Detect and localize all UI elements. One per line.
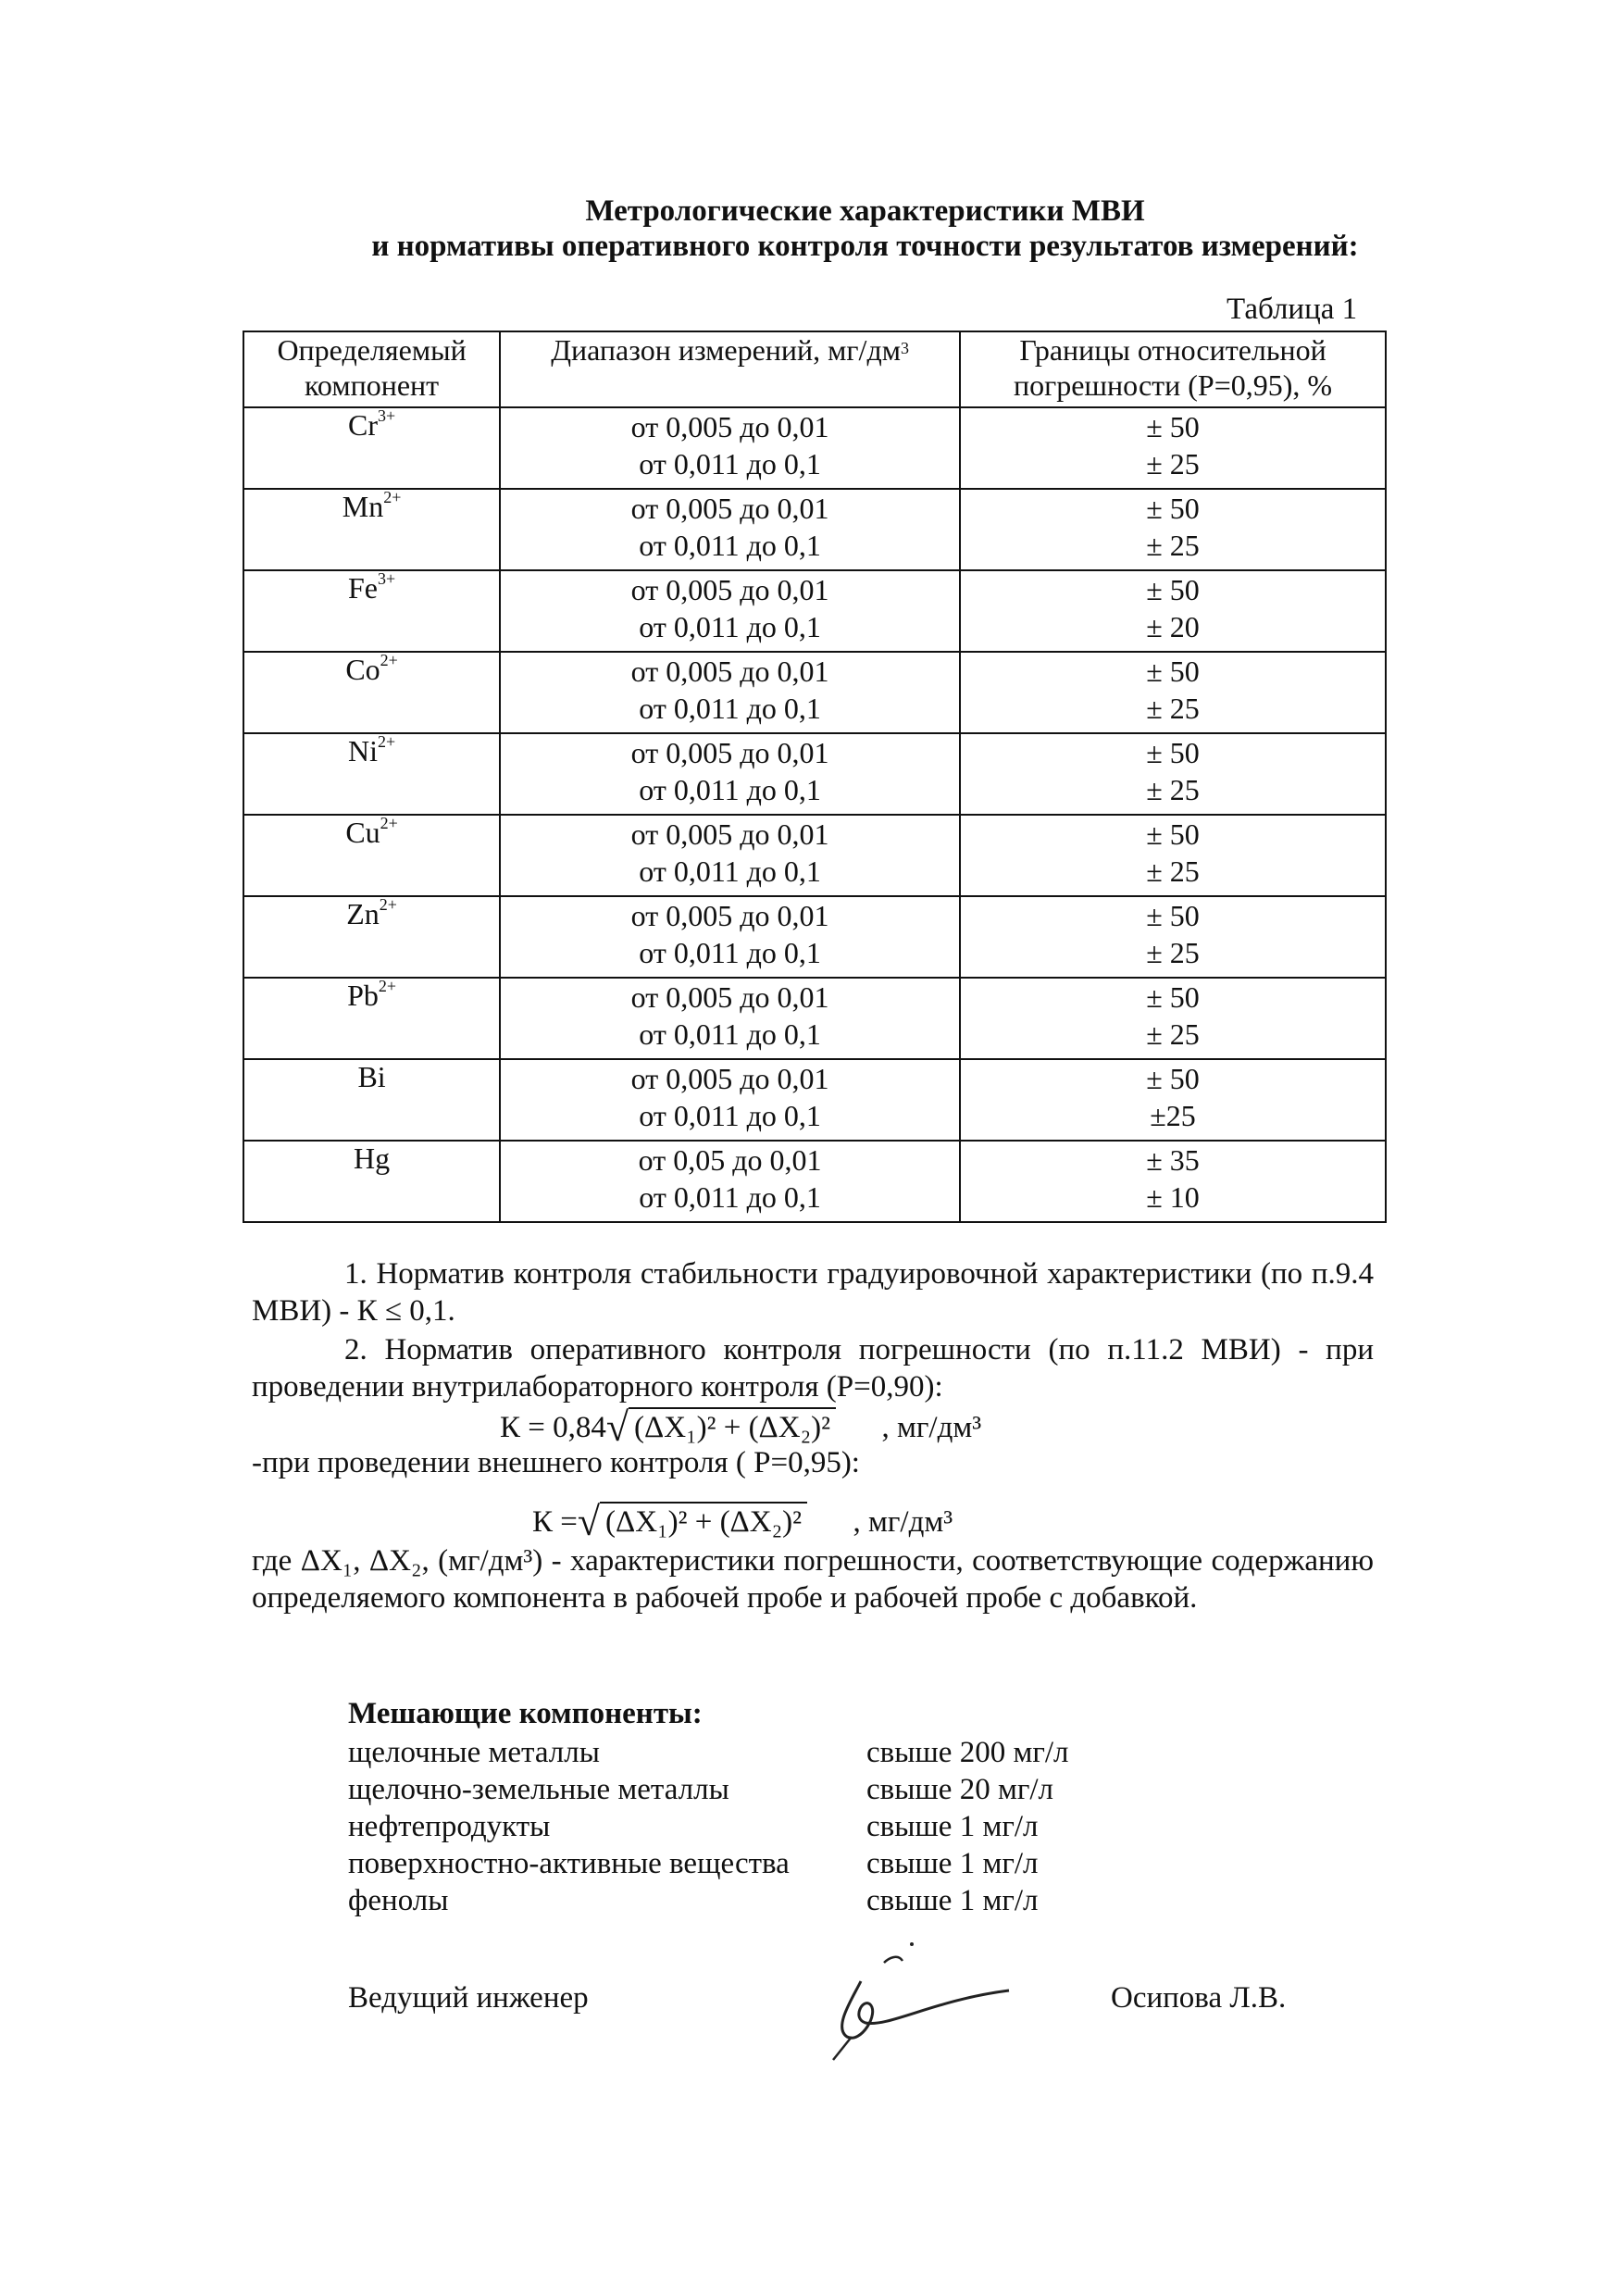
table-number: Таблица 1 (1227, 293, 1358, 326)
range-low: от 0,005 до 0,01 (630, 573, 829, 606)
cell-range (500, 978, 960, 1059)
error-high: ± 25 (1146, 692, 1200, 725)
formula-2-unit: , мг/дм³ (853, 1505, 953, 1539)
table-row (243, 652, 1386, 733)
table-row (243, 570, 1386, 652)
cell-component (243, 570, 500, 652)
interfering-list (348, 1734, 1069, 1919)
table-row (243, 815, 1386, 896)
paragraph-4: где ΔX₁, ΔX₂, (мг/дм³) - характеристики погрешности, соответствующие содержанию определяемого компонента в рабочей пробе и рабочей пробе с добавкой. (252, 1544, 1374, 1615)
interfering-name: фенолы (348, 1884, 449, 1917)
cell-component (243, 407, 500, 489)
error-high: ± 25 (1146, 773, 1200, 806)
range-low: от 0,05 до 0,01 (638, 1143, 822, 1177)
range-high: от 0,011 до 0,1 (639, 855, 821, 888)
table-row (243, 407, 1386, 489)
cell-error (960, 652, 1386, 733)
error-low: ± 50 (1146, 817, 1200, 851)
range-low: от 0,005 до 0,01 (630, 980, 829, 1014)
error-low: ± 50 (1146, 1062, 1200, 1095)
header-component: Определяемый компонент (243, 331, 500, 407)
formula-internal (500, 1404, 982, 1450)
element-symbol: Bi (357, 1060, 386, 1093)
error-high: ± 25 (1146, 447, 1200, 480)
range-high: от 0,011 до 0,1 (639, 773, 821, 806)
measurement-table (243, 331, 1387, 1223)
error-low: ± 50 (1146, 980, 1200, 1014)
table-row (243, 1059, 1386, 1141)
cell-range (500, 1059, 960, 1141)
sqrt-icon: √ (605, 1404, 629, 1450)
document-title: Метрологические характеристики МВИ (585, 194, 1145, 228)
cell-component (243, 815, 500, 896)
cell-component (243, 733, 500, 815)
formula-2-radicand: (ΔX₁)² + (ΔX₂)² (600, 1502, 807, 1541)
element-symbol: Cr (347, 408, 378, 442)
element-symbol: Pb (347, 979, 379, 1012)
element-symbol: Co (345, 653, 380, 686)
error-low: ± 50 (1146, 410, 1200, 443)
error-high: ± 20 (1146, 610, 1200, 643)
paragraph-2: 2. Норматив оперативного контроля погрешности (по п.11.2 МВИ) - при проведении внутрилабораторного контроля (Р=0,90): (252, 1333, 1374, 1404)
ion-charge: 3+ (377, 569, 396, 588)
range-low: от 0,005 до 0,01 (630, 1062, 829, 1095)
header-error: Границы относительной погрешности (Р=0,95), % (960, 331, 1386, 407)
ion-charge: 2+ (380, 814, 398, 832)
error-high: ± 25 (1146, 936, 1200, 969)
error-low: ± 50 (1146, 736, 1200, 769)
error-high: ±25 (1150, 1099, 1196, 1132)
cell-error (960, 733, 1386, 815)
range-low: от 0,005 до 0,01 (630, 817, 829, 851)
range-high: от 0,011 до 0,1 (639, 936, 821, 969)
error-low: ± 50 (1146, 492, 1200, 525)
cell-range (500, 570, 960, 652)
list-item (348, 1734, 1069, 1771)
error-low: ± 50 (1146, 655, 1200, 688)
range-high: от 0,011 до 0,1 (639, 1099, 821, 1132)
cell-component (243, 896, 500, 978)
table-row (243, 978, 1386, 1059)
ion-charge: 3+ (377, 406, 396, 425)
ion-charge: 2+ (380, 651, 398, 669)
element-symbol: Ni (347, 734, 378, 767)
cell-error (960, 570, 1386, 652)
interfering-title: Мешающие компоненты: (348, 1697, 703, 1730)
paragraph-1: 1. Норматив контроля стабильности градуировочной характеристики (по п.9.4 МВИ) - К ≤ 0,1. (252, 1257, 1374, 1328)
formula-1-unit: , мг/дм³ (881, 1411, 982, 1444)
cell-error (960, 978, 1386, 1059)
range-low: от 0,005 до 0,01 (630, 492, 829, 525)
cell-error (960, 815, 1386, 896)
list-item (348, 1882, 1069, 1919)
header-range-sup: 3 (900, 339, 909, 357)
cell-component (243, 978, 500, 1059)
document-subtitle: и нормативы оперативного контроля точности результатов измерений: (371, 230, 1359, 263)
cell-range (500, 815, 960, 896)
cell-error (960, 896, 1386, 978)
interfering-name: щелочные металлы (348, 1736, 600, 1769)
table-row (243, 489, 1386, 570)
range-high: от 0,011 до 0,1 (639, 1180, 821, 1214)
ion-charge: 2+ (383, 488, 402, 506)
table-row (243, 1141, 1386, 1222)
sqrt-icon: √ (577, 1499, 601, 1544)
cell-range (500, 896, 960, 978)
interfering-name: нефтепродукты (348, 1810, 551, 1843)
interfering-value: свыше 1 мг/л (866, 1810, 1039, 1843)
interfering-value: свыше 200 мг/л (866, 1736, 1069, 1769)
cell-component (243, 1059, 500, 1141)
formula-1-left: К = 0,84 (500, 1411, 606, 1444)
cell-component (243, 489, 500, 570)
range-high: от 0,011 до 0,1 (639, 529, 821, 562)
list-item (348, 1845, 1069, 1882)
error-high: ± 10 (1146, 1180, 1200, 1214)
element-symbol: Hg (354, 1142, 391, 1175)
ion-charge: 2+ (379, 895, 397, 914)
cell-range (500, 652, 960, 733)
ion-charge: 2+ (378, 977, 397, 995)
formula-2-left: К = (532, 1505, 578, 1539)
cell-component (243, 652, 500, 733)
range-low: от 0,005 до 0,01 (630, 736, 829, 769)
cell-range (500, 407, 960, 489)
interfering-name: щелочно-земельные металлы (348, 1773, 729, 1806)
list-item (348, 1771, 1069, 1808)
handwritten-signature (796, 1926, 1037, 2065)
element-symbol: Fe (347, 571, 378, 605)
ion-charge: 2+ (377, 732, 396, 751)
error-high: ± 25 (1146, 529, 1200, 562)
element-symbol: Cu (345, 816, 380, 849)
interfering-name: поверхностно-активные вещества (348, 1847, 790, 1880)
list-item (348, 1808, 1069, 1845)
range-high: от 0,011 до 0,1 (639, 447, 821, 480)
cell-range (500, 489, 960, 570)
range-low: от 0,005 до 0,01 (630, 899, 829, 932)
cell-range (500, 1141, 960, 1222)
element-symbol: Mn (342, 490, 384, 523)
cell-error (960, 489, 1386, 570)
error-low: ± 35 (1146, 1143, 1200, 1177)
formula-external (532, 1499, 953, 1544)
cell-error (960, 1141, 1386, 1222)
cell-error (960, 407, 1386, 489)
table-row (243, 896, 1386, 978)
range-low: от 0,005 до 0,01 (630, 655, 829, 688)
formula-1-radicand: (ΔX₁)² + (ΔX₂)² (629, 1407, 836, 1446)
interfering-value: свыше 1 мг/л (866, 1884, 1039, 1917)
cell-range (500, 733, 960, 815)
table-row (243, 733, 1386, 815)
range-high: от 0,011 до 0,1 (639, 1017, 821, 1051)
signature-position: Ведущий инженер (348, 1981, 589, 2015)
error-low: ± 50 (1146, 573, 1200, 606)
paragraph-3: -при проведении внешнего контроля ( Р=0,95): (252, 1446, 860, 1479)
header-range (500, 331, 960, 407)
cell-error (960, 1059, 1386, 1141)
table-body (243, 407, 1386, 1222)
interfering-value: свыше 1 мг/л (866, 1847, 1039, 1880)
error-low: ± 50 (1146, 899, 1200, 932)
range-low: от 0,005 до 0,01 (630, 410, 829, 443)
element-symbol: Zn (346, 897, 380, 930)
header-range-text: Диапазон измерений, мг/дм (551, 333, 901, 367)
range-high: от 0,011 до 0,1 (639, 610, 821, 643)
interfering-value: свыше 20 мг/л (866, 1773, 1054, 1806)
error-high: ± 25 (1146, 1017, 1200, 1051)
signature-name: Осипова Л.В. (1111, 1981, 1287, 2015)
table-header-row (243, 331, 1386, 407)
cell-component (243, 1141, 500, 1222)
range-high: от 0,011 до 0,1 (639, 692, 821, 725)
error-high: ± 25 (1146, 855, 1200, 888)
